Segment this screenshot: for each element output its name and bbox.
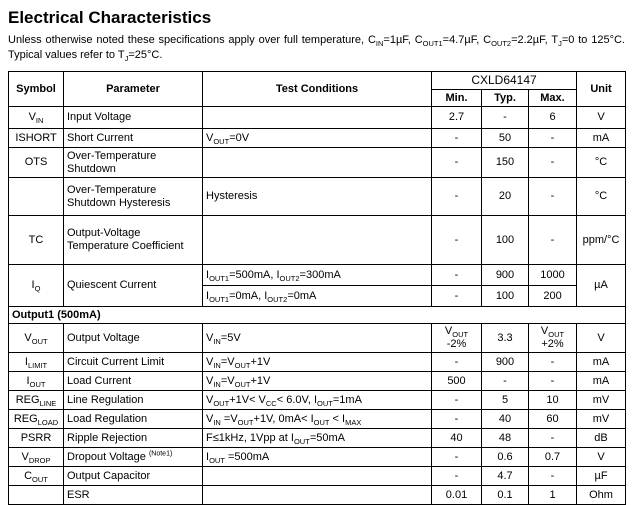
table-row bbox=[9, 410, 626, 429]
header-row-top bbox=[9, 72, 626, 90]
parameter-cell: Ripple Rejection bbox=[64, 429, 203, 448]
min-cell: $V_{OUT}$ -2% bbox=[432, 324, 482, 353]
typ-cell: - bbox=[482, 372, 529, 391]
min-cell: - bbox=[432, 178, 482, 216]
unit-cell: Ohm bbox=[577, 486, 626, 505]
col-header-test-conditions: Test Conditions bbox=[203, 72, 432, 107]
table-row bbox=[9, 353, 626, 372]
table-row bbox=[9, 129, 626, 148]
condition-cell bbox=[203, 467, 432, 486]
condition-cell: Hysteresis bbox=[203, 178, 432, 216]
parameter-cell: Line Regulation bbox=[64, 391, 203, 410]
page-title: Electrical Characteristics bbox=[8, 8, 212, 27]
min-cell: - bbox=[432, 148, 482, 178]
min-cell: 2.7 bbox=[432, 107, 482, 129]
min-cell: 40 bbox=[432, 429, 482, 448]
typ-cell: 0.1 bbox=[482, 486, 529, 505]
typ-cell: 900 bbox=[482, 265, 529, 286]
unit-cell: mA bbox=[577, 372, 626, 391]
max-cell: 1000 bbox=[529, 265, 577, 286]
typ-cell: 4.7 bbox=[482, 467, 529, 486]
symbol-cell: $I_{OUT}$ bbox=[9, 372, 64, 391]
symbol-cell: $REG_{LINE}$ bbox=[9, 391, 64, 410]
typ-cell: 5 bbox=[482, 391, 529, 410]
unit-cell: µA bbox=[577, 265, 626, 307]
max-cell: - bbox=[529, 129, 577, 148]
max-cell: 10 bbox=[529, 391, 577, 410]
max-cell: - bbox=[529, 148, 577, 178]
condition-cell: $V_{IN}=5V$ bbox=[203, 324, 432, 353]
max-cell: - bbox=[529, 429, 577, 448]
unit-cell: V bbox=[577, 324, 626, 353]
table-row bbox=[9, 216, 626, 265]
condition-cell: $V_{IN} =V_{OUT}+1V$, $0mA< I_{OUT} < I_{MAX}$ bbox=[203, 410, 432, 429]
symbol-cell: ISHORT bbox=[9, 129, 64, 148]
symbol-cell: $C_{OUT}$ bbox=[9, 467, 64, 486]
condition-cell: $I_{OUT1}=0mA$, $I_{OUT2}=0mA$ bbox=[203, 286, 432, 307]
unit-cell: dB bbox=[577, 429, 626, 448]
col-header-max: Max. bbox=[529, 90, 577, 107]
min-cell: - bbox=[432, 286, 482, 307]
unit-cell: V bbox=[577, 448, 626, 467]
condition-cell: $V_{IN}=V_{OUT}+1V$ bbox=[203, 372, 432, 391]
condition-cell: $I_{OUT1}=500mA$, $I_{OUT2}=300mA$ bbox=[203, 265, 432, 286]
condition-cell bbox=[203, 148, 432, 178]
table-row bbox=[9, 148, 626, 178]
section-row bbox=[9, 307, 626, 324]
parameter-cell: Over-Temperature Shutdown Hysteresis bbox=[64, 178, 203, 216]
parameter-cell: ESR bbox=[64, 486, 203, 505]
symbol-cell bbox=[9, 486, 64, 505]
parameter-cell: Short Current bbox=[64, 129, 203, 148]
symbol-cell: $V_{IN}$ bbox=[9, 107, 64, 129]
condition-cell bbox=[203, 486, 432, 505]
col-header-parameter: Parameter bbox=[64, 72, 203, 107]
typ-cell: 150 bbox=[482, 148, 529, 178]
symbol-cell: PSRR bbox=[9, 429, 64, 448]
parameter-cell: Over-Temperature Shutdown bbox=[64, 148, 203, 178]
unit-cell: ppm/°C bbox=[577, 216, 626, 265]
spec-table-head bbox=[9, 72, 626, 107]
col-header-typ: Typ. bbox=[482, 90, 529, 107]
typ-cell: 3.3 bbox=[482, 324, 529, 353]
min-cell: - bbox=[432, 467, 482, 486]
parameter-cell: Dropout Voltage $^{(Note1)}$ bbox=[64, 448, 203, 467]
condition-cell: $V_{OUT}+1V< V_{CC}< 6.0V$, $I_{OUT}=1mA$ bbox=[203, 391, 432, 410]
typ-cell: 40 bbox=[482, 410, 529, 429]
unit-cell: V bbox=[577, 107, 626, 129]
max-cell: 6 bbox=[529, 107, 577, 129]
parameter-cell: Circuit Current Limit bbox=[64, 353, 203, 372]
unit-cell: °C bbox=[577, 148, 626, 178]
typ-cell: - bbox=[482, 107, 529, 129]
min-cell: - bbox=[432, 129, 482, 148]
table-row bbox=[9, 265, 626, 286]
min-cell: - bbox=[432, 448, 482, 467]
typ-cell: 0.6 bbox=[482, 448, 529, 467]
typ-cell: 100 bbox=[482, 216, 529, 265]
col-header-part-number: CXLD64147 bbox=[432, 72, 577, 90]
min-cell: 0.01 bbox=[432, 486, 482, 505]
unit-cell: mV bbox=[577, 391, 626, 410]
col-header-symbol: Symbol bbox=[9, 72, 64, 107]
max-cell: - bbox=[529, 353, 577, 372]
col-header-unit: Unit bbox=[577, 72, 626, 107]
parameter-cell: Load Current bbox=[64, 372, 203, 391]
table-row bbox=[9, 448, 626, 467]
symbol-cell: $I_Q$ bbox=[9, 265, 64, 307]
typ-cell: 48 bbox=[482, 429, 529, 448]
max-cell: 1 bbox=[529, 486, 577, 505]
parameter-cell: Input Voltage bbox=[64, 107, 203, 129]
min-cell: - bbox=[432, 216, 482, 265]
symbol-cell: TC bbox=[9, 216, 64, 265]
table-row bbox=[9, 324, 626, 353]
table-row bbox=[9, 391, 626, 410]
typ-cell: 900 bbox=[482, 353, 529, 372]
condition-cell: $V_{OUT}=0V$ bbox=[203, 129, 432, 148]
parameter-cell: Output Voltage bbox=[64, 324, 203, 353]
table-row bbox=[9, 178, 626, 216]
symbol-cell: OTS bbox=[9, 148, 64, 178]
typ-cell: 100 bbox=[482, 286, 529, 307]
typ-cell: 50 bbox=[482, 129, 529, 148]
spec-table-body bbox=[9, 107, 626, 505]
symbol-cell: $REG_{LOAD}$ bbox=[9, 410, 64, 429]
table-row bbox=[9, 429, 626, 448]
spec-table bbox=[8, 71, 626, 505]
parameter-cell: Output Capacitor bbox=[64, 467, 203, 486]
condition-cell bbox=[203, 107, 432, 129]
conditions-note: Unless otherwise noted these specifications apply over full temperature, $C_{IN}=1\mu F$, $C_{OUT1}=4.7\mu F$, $C_{OUT2}=2.2\mu F$, $T_J=0$ to 125°C. Typical values refer to $T_J=25^\circ C$. bbox=[8, 34, 625, 64]
min-cell: - bbox=[432, 410, 482, 429]
unit-cell: °C bbox=[577, 178, 626, 216]
condition-cell: F≤1kHz, 1Vpp at $I_{OUT}=50mA$ bbox=[203, 429, 432, 448]
unit-cell: mV bbox=[577, 410, 626, 429]
table-row bbox=[9, 372, 626, 391]
max-cell: - bbox=[529, 372, 577, 391]
symbol-cell: $I_{LIMIT}$ bbox=[9, 353, 64, 372]
min-cell: - bbox=[432, 391, 482, 410]
table-row bbox=[9, 467, 626, 486]
unit-cell: mA bbox=[577, 353, 626, 372]
symbol-cell bbox=[9, 178, 64, 216]
section-title: Output1 (500mA) bbox=[9, 307, 626, 324]
symbol-cell: $V_{DROP}$ bbox=[9, 448, 64, 467]
max-cell: - bbox=[529, 467, 577, 486]
max-cell: - bbox=[529, 216, 577, 265]
condition-cell: $I_{OUT} =500mA$ bbox=[203, 448, 432, 467]
table-row bbox=[9, 486, 626, 505]
max-cell: 200 bbox=[529, 286, 577, 307]
max-cell: 0.7 bbox=[529, 448, 577, 467]
min-cell: - bbox=[432, 353, 482, 372]
typ-cell: 20 bbox=[482, 178, 529, 216]
max-cell: - bbox=[529, 178, 577, 216]
table-row bbox=[9, 107, 626, 129]
unit-cell: mA bbox=[577, 129, 626, 148]
condition-cell: $V_{IN}=V_{OUT}+1V$ bbox=[203, 353, 432, 372]
min-cell: 500 bbox=[432, 372, 482, 391]
max-cell: $V_{OUT} +2\%$ bbox=[529, 324, 577, 353]
min-cell: - bbox=[432, 265, 482, 286]
parameter-cell: Quiescent Current bbox=[64, 265, 203, 307]
parameter-cell: Output-Voltage Temperature Coefficient bbox=[64, 216, 203, 265]
max-cell: 60 bbox=[529, 410, 577, 429]
condition-cell bbox=[203, 216, 432, 265]
col-header-min: Min. bbox=[432, 90, 482, 107]
symbol-cell: $V_{OUT}$ bbox=[9, 324, 64, 353]
unit-cell: µF bbox=[577, 467, 626, 486]
parameter-cell: Load Regulation bbox=[64, 410, 203, 429]
